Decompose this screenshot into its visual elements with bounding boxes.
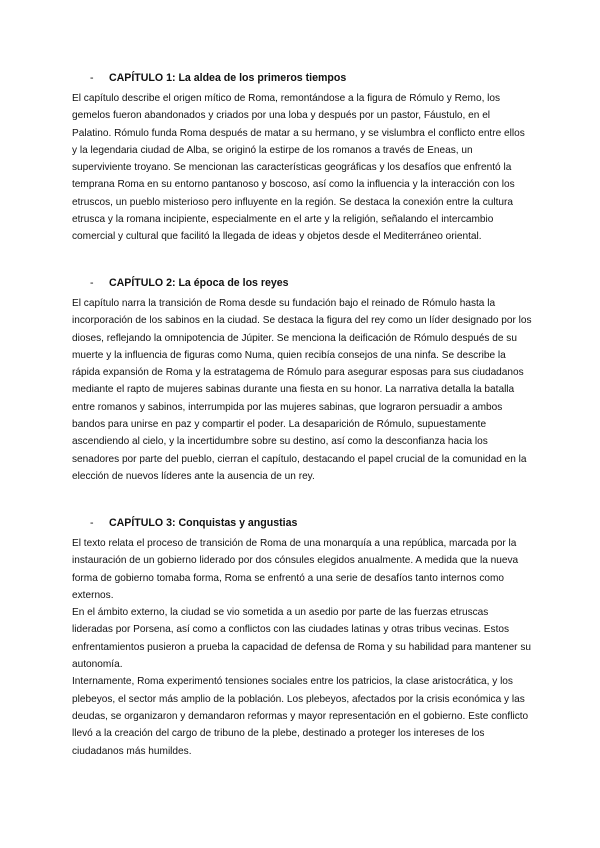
chapter-1-bullet: - xyxy=(90,72,94,84)
chapter-3-bullet: - xyxy=(90,517,94,529)
chapter-2-title: CAPÍTULO 2: La época de los reyes xyxy=(109,277,289,289)
chapter-1-section xyxy=(72,72,532,246)
chapter-2-heading xyxy=(72,277,532,295)
chapter-2-section xyxy=(72,277,532,485)
chapter-1-paragraph-1: El capítulo describe el origen mítico de Roma, remontándose a la figura de Rómulo y Remo, los gemelos fueron abandonados y criados por una loba y después por un pastor, Fáustulo, en el Palatino. Rómulo funda Roma después de matar a su hermano, y se vislumbra el conflicto entre ellos y la legendaria ciudad de Alba, se originó la estirpe de los romanos a través de Eneas, un superviviente troyano. Se mencionan las características geográficas y los desafíos que enfrentó la temprana Roma en su entorno pantanoso y boscoso, así como la influencia y la interacción con los etruscos, un pueblo misterioso pero influyente en la región. Se destaca la conexión entre la cultura etrusca y la romana incipiente, especialmente en el arte y la religión, señalando el intercambio comercial y cultural que facilitó la llegada de ideas y objetos desde el Mediterráneo oriental. xyxy=(72,93,525,243)
chapter-2-bullet: - xyxy=(90,277,94,289)
chapter-2-paragraph-1: El capítulo narra la transición de Roma desde su fundación bajo el reinado de Rómulo hasta la incorporación de los sabinos en la ciudad. Se destaca la figura del rey como un líder designado por los dioses, reflejando la omnipotencia de Júpiter. Se menciona la deificación de Rómulo después de su muerte y la influencia de figuras como Numa, quien recibía consejos de una ninfa. Se describe la rápida expansión de Roma y la estratagema de Rómulo para asegurar esposas para sus ciudadanos mediante el rapto de mujeres sabinas durante una fiesta en su honor. La narrativa detalla la batalla entre romanos y sabinos, interrumpida por las mujeres sabinas, que lograron persuadir a ambos bandos para unirse en paz y compartir el poder. La desaparición de Rómulo, supuestamente ascendiendo al cielo, y la incertidumbre sobre su destino, así como la desconfianza hacia los senadores por parte del pueblo, cierran el capítulo, destacando el papel crucial de la comunidad en la elección de nuevos líderes ante la ausencia de un rey. xyxy=(72,298,532,482)
chapter-3-section xyxy=(72,517,532,760)
chapter-1-heading xyxy=(72,72,532,90)
chapter-1-title: CAPÍTULO 1: La aldea de los primeros tiempos xyxy=(109,72,347,84)
chapter-3-paragraph-2: En el ámbito externo, la ciudad se vio sometida a un asedio por parte de las fuerzas etruscas lideradas por Porsena, así como a conflictos con las ciudades latinas y otras tribus vecinas. Estos enfrentamientos pusieron a prueba la capacidad de defensa de Roma y su habilidad para mantener su autonomía. xyxy=(72,607,532,671)
chapter-3-heading xyxy=(72,517,532,535)
chapter-3-paragraph-3: Internamente, Roma experimentó tensiones sociales entre los patricios, la clase aristocrática, y los plebeyos, el sector más amplio de la población. Los plebeyos, afectados por la crisis económica y las deudas, se organizaron y demandaron reformas y mayor representación en el gobierno. Este conflicto llevó a la creación del cargo de tribuno de la plebe, destinado a proteger los intereses de los ciudadanos más humildes. xyxy=(72,676,529,757)
chapter-3-title: CAPÍTULO 3: Conquistas y angustias xyxy=(109,517,298,529)
chapter-3-paragraph-1: El texto relata el proceso de transición de Roma de una monarquía a una república, marcada por la instauración de un gobierno liderado por dos cónsules elegidos anualmente. A medida que la nueva forma de gobierno tomaba forma, Roma se enfrentó a una serie de desafíos tanto internos como externos. xyxy=(72,538,519,601)
